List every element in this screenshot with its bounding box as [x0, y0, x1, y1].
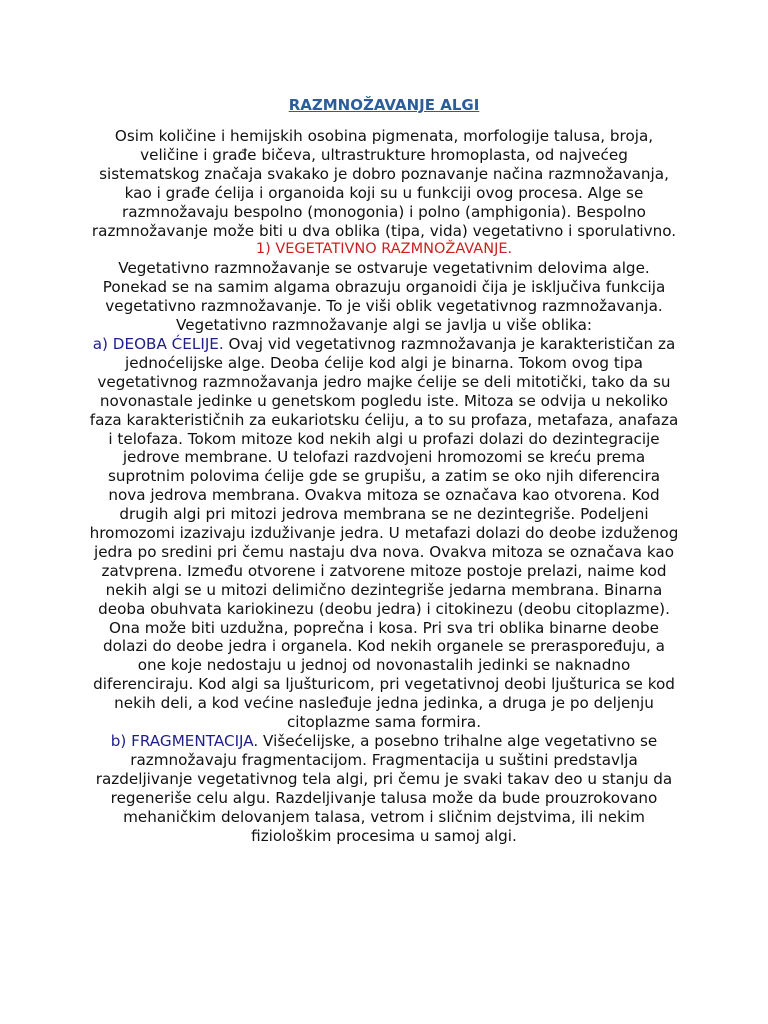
subsection-fragmentation-text: Višećelijske, a posebno trihalne alge vegetativno se razmnožavaju fragmentacijom. Fragmentacija u suštini predstavlja razdeljivanje vegetativnog tela algi, pri čemu je svaki takav deo u stanju da regeneriše celu algu. Razdeljivanje talusa može da bude prouzrokovano mehaničkim delovanjem talasa, vetrom i sličnim dejstvima, ili nekim fiziološkim procesima u samoj algi. — [95, 732, 673, 845]
document-title: RAZMNOŽAVANJE ALGI — [288, 96, 480, 114]
subsection-cell-division — [88, 335, 680, 732]
section-vegetative-text: Vegetativno razmnožavanje se ostvaruje vegetativnim delovima alge. Ponekad se na samim algama obrazuju organoidi čija je isključiva funkcija vegetativno razmnožavanje. To je viši oblik vegetativnog razmnožavanja. Vegetativno razmnožavanje algi se javlja u više oblika: — [102, 259, 666, 335]
subsection-cell-division-lead: a) DEOBA ĆELIJE. — [92, 334, 224, 353]
subsection-cell-division-text: Ovaj vid vegetativnog razmnožavanja je karakterističan za jednoćelijske alge. Deoba ćelije kod algi je binarna. Tokom ovog tipa vegetativnog razmnožavanja jedro majke ćelije se deli mitotički, tako da su novonastale jedinke u genetskom pogledu iste. Mitoza se odvija u nekoliko faza karakterističnih za eukariotsku ćeliju, a to su profaza, metafaza, anafaza i telofaza. Tokom mitoze kod nekih algi u profazi dolazi do dezintegracije jedrove membrane. U telofazi razdvojeni hromozomi se kreću prema suprotnim polovima ćelije gde se grupišu, a zatim se oko njih diferencira nova jedrova membrana. Ovakva mitoza se označava kao otvorena. Kod drugih algi pri mitozi jedrova membrana se ne dezintegriše. Podeljeni hromozomi izazivaju izduživanje jedra. U metafazi dolazi do deobe izduženog jedra po sredini pri čemu nastaju dva nova. Ovakva mitoza se označava kao zatvprena. Između otvorene i zatvorene mitoze postoje prelazi, naime kod nekih algi se u mitozi delimično dezintegriše jedarna membrana. Binarna deoba obuhvata kariokinezu (deobu jedra) i citokinezu (deobu citoplazme). Ona može biti uzdužna, poprečna i kosa. Pri sva tri oblika binarne deobe dolazi do deobe jedra i organela. Kod nekih organele se preraspoređuju, a one koje nedostaju u jednoj od novonastalih jedinki se naknadno diferenciraju. Kod algi sa ljušturicom, pri vegetativnoj deobi ljušturica se kod nekih deli, a kod većine nasleđuje jedna jedinka, a druga je po deljenju citoplazme sama formira. — [89, 334, 679, 732]
subsection-fragmentation-lead: b) FRAGMENTACIJA. — [110, 732, 259, 750]
document-page — [88, 96, 680, 845]
section-heading-vegetative: 1) VEGETATIVNO RAZMNOŽAVANJE. — [255, 241, 513, 258]
intro-paragraph: Osim količine i hemijskih osobina pigmenata, morfologije talusa, broja, veličine i građe bičeva, ultrastrukture hromoplasta, od najvećeg sistematskog značaja svakako je dobro poznavanje načina razmnožavanja, kao i građe ćelija i organoida koji su u funkciji ovog procesa. Alge se razmnožavaju bespolno (monogonia) i polno (amphigonia). Bespolno razmnožavanje može biti u dva oblika (tipa, vida) vegetativno i sporulativno. — [91, 127, 677, 240]
subsection-fragmentation — [88, 732, 680, 845]
